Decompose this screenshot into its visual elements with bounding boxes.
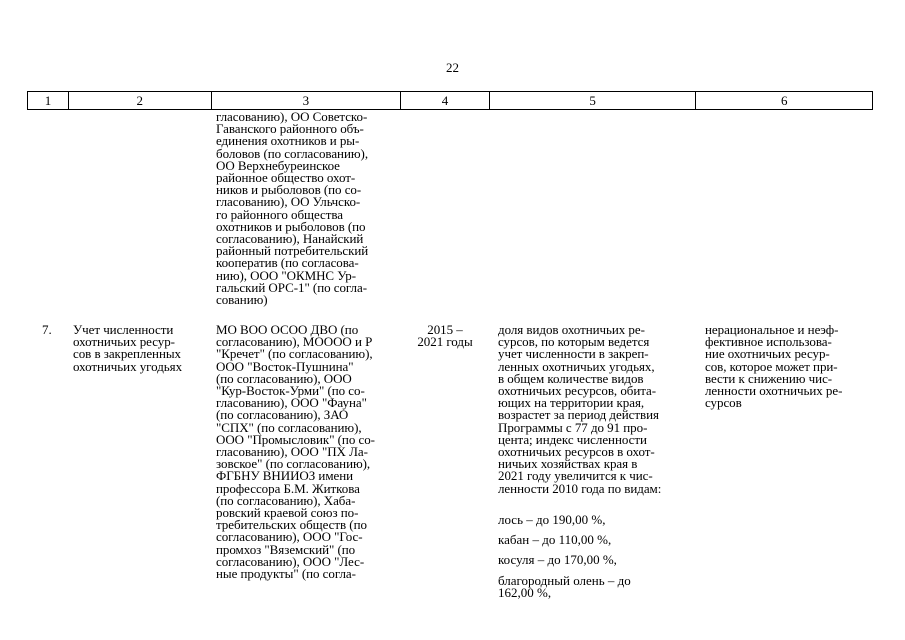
header-cell-4: 4 <box>401 92 490 109</box>
result-item-red-deer: благородный олень – до 162,00 %, <box>498 572 631 600</box>
page-number: 22 <box>446 60 459 75</box>
header-cell-5: 5 <box>490 92 697 109</box>
header-cell-3: 3 <box>212 92 402 109</box>
table-header-row <box>27 91 873 110</box>
result-cell: доля видов охотничьих ре- сурсов, по которым ведется учет численности в закреп- ленных охотничьих угодьях, в общем количестве видов охотничьих ресурсов, обита- ющих на территории края, возрастет за период действия Программы с 77 до 91 про- цента; индекс численности охотничьих ресурсов в охот- ничьих хозяйствах края в 2021 году увеличится к чис- ленности 2010 года по видам: <box>498 322 662 496</box>
measure-cell: Учет численности охотничьих ресур- сов в закрепленных охотничьих угодьях <box>73 322 183 374</box>
result-item-moose: лось – до 190,00 %, <box>498 512 606 527</box>
continuation-executors-cell: гласованию), ОО Советско- Гаванского районного объ- единения охотников и ры- боловов (по согласованию), ОО Верхнебуреинское районное общество охот- ников и рыболовов (по со- гласованию), ОО Ульчско- го районного общества охотников и рыболовов (по согласованию), Нанайский районный потребительский кооператив (по согласова- нию), ООО "ОКМНС Ур- гальский ОРС-1" (по согла- сованию) <box>216 109 369 308</box>
period-cell: 2015 – 2021 годы <box>417 322 473 350</box>
row-number: 7. <box>42 322 52 337</box>
consequences-cell: нерациональное и неэф- фективное использова- ние охотничьих ресур- сов, которое может при- вести к снижению чис- ленности охотничьих ре- сурсов <box>705 322 843 411</box>
header-cell-6: 6 <box>780 93 788 108</box>
executors-cell: МО ВОО ОСОО ДВО (по согласованию), МОООО и Р "Кречет" (по согласованию), ООО "Восток-Пушнина" (по согласованию), ООО "Кур-Восток-Урми" (по со- гласованию), ООО "Фауна" (по согласованию), ЗАО "СПХ" (по согласованию), ООО "Промысловик" (по со- гласованию), ООО "ПХ Ла- зовское" (по согласованию), ФГБНУ ВНИИОЗ имени профессора Б.М. Житкова (по согласованию), Хаба- ровский краевой союз по- требительских обществ (по согласованию), ООО "Гос- промхоз "Вяземский" (по согласованию), ООО "Лес- ные продукты" (по согла- <box>216 322 375 582</box>
header-cell-1: 1 <box>28 92 69 109</box>
result-item-roe-deer: косуля – до 170,00 %, <box>498 552 617 568</box>
result-item-boar: кабан – до 110,00 %, <box>498 532 612 548</box>
result-items-list <box>498 514 631 607</box>
header-cell-2: 2 <box>69 92 212 109</box>
